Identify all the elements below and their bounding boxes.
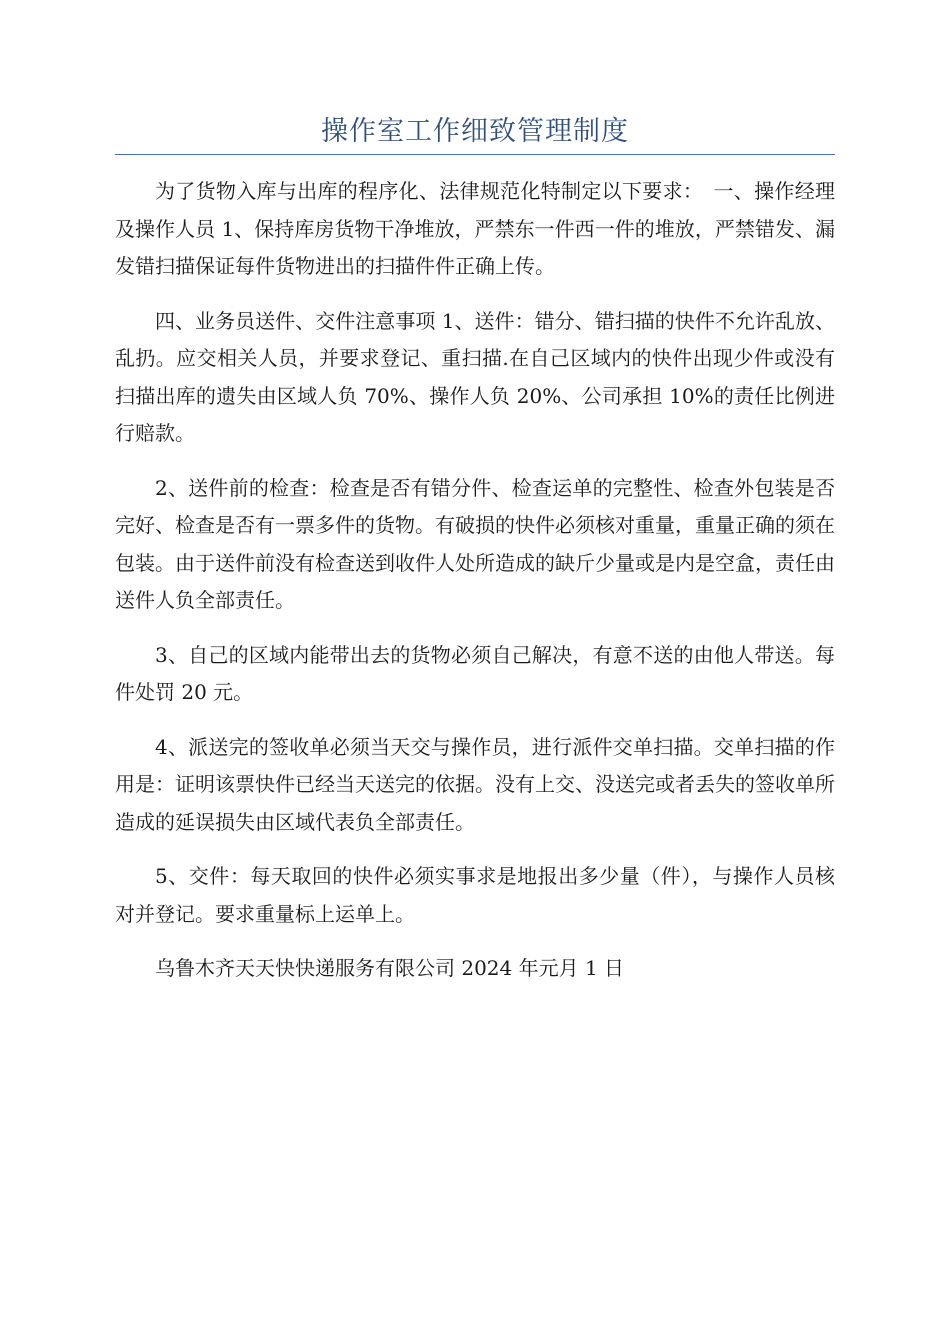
document-body xyxy=(115,173,835,1005)
paragraph-item-5: 5、交件：每天取回的快件必须实事求是地报出多少量（件），与操作人员核对并登记。要求重量标上运单上。 xyxy=(115,864,835,926)
title-underline xyxy=(115,154,835,155)
paragraph-item-3: 3、自己的区域内能带出去的货物必须自己解决，有意不送的由他人带送。每件处罚 20 元。 xyxy=(115,642,835,704)
paragraph-item-2: 2、送件前的检查：检查是否有错分件、检查运单的完整性、检查外包装是否完好、检查是否有一票多件的货物。有破损的快件必须核对重量，重量正确的须在包装。由于送件前没有检查送到收件人处所造成的缺斤少量或是内是空盒，责任由送件人负全部责任。 xyxy=(115,475,835,612)
signature-line: 乌鲁木齐天天快快递服务有限公司 2024 年元月 1 日 xyxy=(155,956,625,980)
paragraph-section-4-item-1: 四、业务员送件、交件注意事项 1、送件：错分、错扫描的快件不允许乱放、乱扔。应交相关人员，并要求登记、重扫描.在自己区域内的快件出现少件或没有扫描出库的遗失由区域人负 70%、操作人负 20%、公司承担 10%的责任比例进行赔款。 xyxy=(115,308,835,445)
paragraph-item-4: 4、派送完的签收单必须当天交与操作员，进行派件交单扫描。交单扫描的作用是：证明该票快件已经当天送完的依据。没有上交、没送完或者丢失的签收单所造成的延误损失由区域代表负全部责任。 xyxy=(115,734,835,834)
paragraph-intro: 为了货物入库与出库的程序化、法律规范化特制定以下要求： 一、操作经理及操作人员 1、保持库房货物干净堆放，严禁东一件西一件的堆放，严禁错发、漏发错扫描保证每件货物进出的扫描件件正确上传。 xyxy=(115,179,835,278)
document-title: 操作室工作细致管理制度 xyxy=(321,116,629,147)
